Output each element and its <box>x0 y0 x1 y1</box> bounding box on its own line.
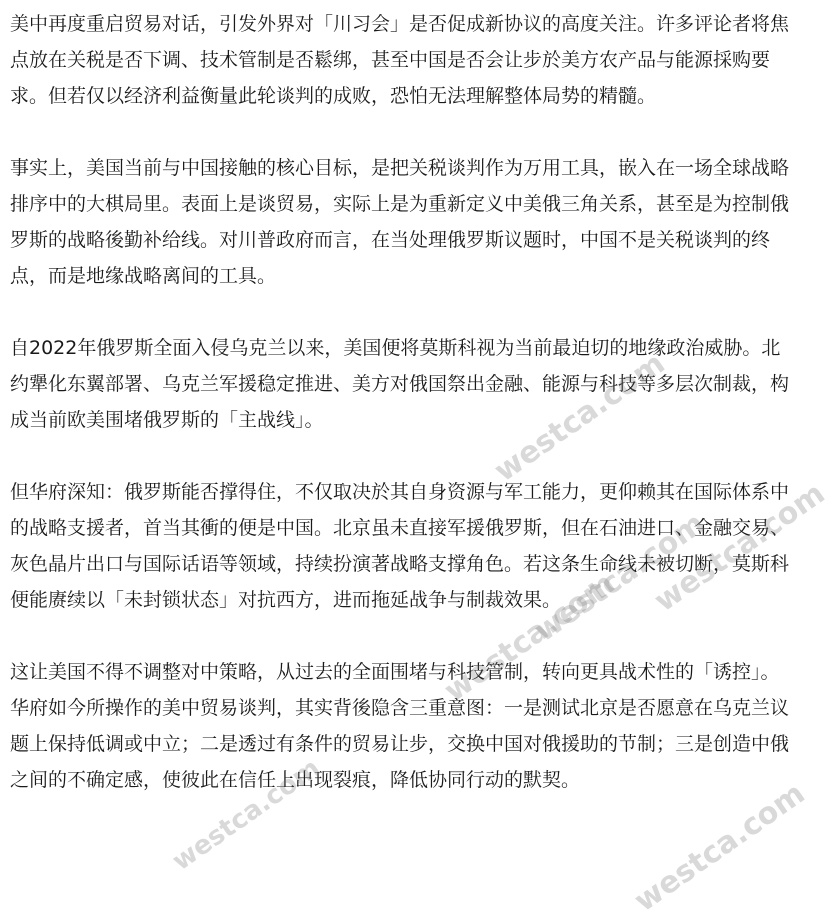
paragraph-5: 这让美国不得不调整对中策略，从过去的全面围堵与科技管制，转向更具战术性的「诱控」。华府如今所操作的美中贸易谈判，其实背後隐含三重意图：一是测试北京是否愿意在乌克兰议题上保持低调或中立；二是透过有条件的贸易让步，交换中国对俄援助的节制；三是创造中俄之间的不确定感，使彼此在信任上出现裂痕，降低协同行动的默契。 <box>10 661 790 791</box>
watermark-logo: westca.com <box>627 775 812 919</box>
paragraph-2: 事实上，美国当前与中国接触的核心目标，是把关税谈判作为万用工具，嵌入在一场全球战略排序中的大棋局里。表面上是谈贸易，实际上是为重新定义中美俄三角关系，甚至是为控制俄罗斯的战略後勤补给线。对川普政府而言，在当处理俄罗斯议题时，中国不是关税谈判的终点，而是地缘战略离间的工具。 <box>10 157 790 287</box>
watermark-logo: westca.com <box>437 565 622 710</box>
paragraph-1: 美中再度重启贸易对话，引发外界对「川习会」是否促成新协议的高度关注。许多评论者将焦点放在关税是否下调、技术管制是否鬆绑，甚至中国是否会让步於美方农产品与能源採购要求。但若仅以经济利益衡量此轮谈判的成败，恐怕无法理解整体局势的精髓。 <box>10 13 790 107</box>
watermark-logo: westca.com <box>647 475 831 620</box>
watermark-logo: westca.com <box>487 345 672 490</box>
watermark-logo: westca.com <box>167 753 326 877</box>
watermark-logo: westca.com <box>527 505 712 650</box>
paragraph-4: 但华府深知：俄罗斯能否撑得住，不仅取决於其自身资源与军工能力，更仰赖其在国际体系中的战略支援者，首当其衝的便是中国。北京虽未直接军援俄罗斯，但在石油进口、金融交易、灰色晶片出口与国际话语等领域，持续扮演著战略支撑角色。若这条生命线未被切断，莫斯科便能赓续以「未封锁状态」对抗西方，进而拖延战争与制裁效果。 <box>10 481 790 611</box>
paragraph-3: 自2022年俄罗斯全面入侵乌克兰以来，美国便将莫斯科视为当前最迫切的地缘政治威胁。北约犟化东翼部署、乌克兰军援稳定推进、美方对俄国祭出金融、能源与科技等多层次制裁，构成当前欧美围堵俄罗斯的「主战线」。 <box>10 337 790 431</box>
